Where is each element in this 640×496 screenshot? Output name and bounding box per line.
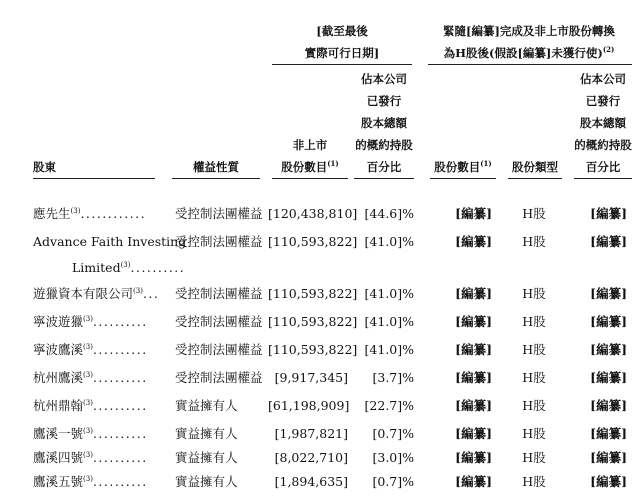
share-type: H股 bbox=[522, 398, 546, 413]
h-shareholding-pct: [編纂] bbox=[590, 342, 627, 357]
h-shares: [編纂] bbox=[455, 206, 492, 221]
h-shares: [編纂] bbox=[455, 474, 492, 489]
unlisted-shares: [110,593,822] bbox=[268, 286, 358, 301]
shareholder-name: 杭州鷹溪$^{(3)}$.......... bbox=[33, 370, 148, 385]
col-pct1-line1: 佔本公司 bbox=[361, 72, 407, 86]
col-pct1-line5: 百分比 bbox=[366, 160, 402, 174]
shareholding-pct: [3.7]% bbox=[372, 370, 414, 385]
group1-title bbox=[268, 20, 416, 64]
shareholding-pct: [44.6]% bbox=[364, 206, 414, 221]
h-shares: [編纂] bbox=[455, 426, 492, 441]
group1-title-line1: [截至最後 bbox=[316, 24, 368, 38]
col-unlisted-header bbox=[270, 134, 350, 178]
shareholding-pct: [0.7]% bbox=[372, 474, 414, 489]
shareholder-name: 遊獵資本有限公司$^{(3)}$... bbox=[33, 286, 160, 301]
table-row bbox=[0, 200, 640, 228]
rule-unlisted bbox=[272, 178, 348, 179]
col-type-header: 股份類型 bbox=[512, 160, 558, 174]
unlisted-shares: [8,022,710] bbox=[274, 450, 348, 465]
h-shares: [編纂] bbox=[455, 342, 492, 357]
shareholding-pct: [41.0]% bbox=[364, 314, 414, 329]
group2-title bbox=[424, 20, 634, 64]
col-pct2-line4: 的概約持股 bbox=[574, 138, 632, 152]
h-shares: [編纂] bbox=[455, 286, 492, 301]
unlisted-shares: [61,198,909] bbox=[268, 398, 350, 413]
table-row bbox=[0, 468, 640, 496]
col-pct2-line1: 佔本公司 bbox=[580, 72, 626, 86]
shareholder-name: 鷹溪四號$^{(3)}$.......... bbox=[33, 450, 148, 465]
share-type: H股 bbox=[522, 206, 546, 221]
h-shareholding-pct: [編纂] bbox=[590, 286, 627, 301]
h-shareholding-pct: [編纂] bbox=[590, 450, 627, 465]
h-shareholding-pct: [編纂] bbox=[590, 234, 627, 249]
table-row bbox=[0, 308, 640, 336]
group2-title-line1: 緊隨[編纂]完成及非上市股份轉換 bbox=[443, 24, 615, 38]
col-pct1-line4: 的概約持股 bbox=[355, 138, 413, 152]
table-row bbox=[0, 336, 640, 364]
unlisted-shares: [110,593,822] bbox=[268, 234, 358, 249]
group1-title-line2: 實際可行日期] bbox=[304, 46, 380, 60]
col-shares2-label: 股份數目 bbox=[434, 160, 481, 174]
interest-nature: 實益擁有人 bbox=[175, 474, 238, 489]
interest-nature: 受控制法團權益 bbox=[175, 206, 263, 221]
unlisted-shares: [110,593,822] bbox=[268, 314, 358, 329]
shareholding-pct: [41.0]% bbox=[364, 342, 414, 357]
shareholder-name-cont: Limited$^{(3)}$.......... bbox=[72, 260, 186, 275]
shareholder-name: Advance Faith Investing bbox=[33, 234, 187, 249]
unlisted-shares: [1,894,635] bbox=[274, 474, 348, 489]
shareholder-name: 鷹溪一號$^{(3)}$.......... bbox=[33, 426, 148, 441]
h-shareholding-pct: [編纂] bbox=[590, 426, 627, 441]
shareholder-name: 應先生$^{(3)}$............ bbox=[33, 206, 147, 221]
col-shares2-sup: (1) bbox=[480, 159, 492, 169]
h-shareholding-pct: [編纂] bbox=[590, 314, 627, 329]
h-shares: [編纂] bbox=[455, 234, 492, 249]
rule-shares2 bbox=[430, 178, 496, 179]
col-pct2-line3: 股本總額 bbox=[580, 116, 626, 130]
share-type: H股 bbox=[522, 370, 546, 385]
col-shareholder-header: 股東 bbox=[33, 160, 56, 174]
unlisted-shares: [9,917,345] bbox=[274, 370, 348, 385]
interest-nature: 實益擁有人 bbox=[175, 450, 238, 465]
col-shares2-header bbox=[430, 156, 496, 178]
col-unlisted-line1: 非上市 bbox=[292, 138, 328, 152]
col-pct2-line2: 已發行 bbox=[585, 94, 621, 108]
share-type: H股 bbox=[522, 450, 546, 465]
col-pct2-line5: 百分比 bbox=[585, 160, 621, 174]
h-shares: [編纂] bbox=[455, 314, 492, 329]
h-shares: [編纂] bbox=[455, 398, 492, 413]
rule-type bbox=[508, 178, 562, 179]
shareholder-name: 杭州鼎翰$^{(3)}$.......... bbox=[33, 398, 148, 413]
rule-nature bbox=[172, 178, 260, 179]
h-shares: [編纂] bbox=[455, 370, 492, 385]
unlisted-shares: [110,593,822] bbox=[268, 342, 358, 357]
share-type: H股 bbox=[522, 314, 546, 329]
rule-shareholder bbox=[33, 178, 155, 179]
col-nature-header: 權益性質 bbox=[193, 160, 239, 174]
share-type: H股 bbox=[522, 286, 546, 301]
interest-nature: 受控制法團權益 bbox=[175, 370, 263, 385]
group2-title-sup: (2) bbox=[602, 45, 615, 55]
table-row bbox=[0, 228, 640, 280]
interest-nature: 受控制法團權益 bbox=[175, 286, 263, 301]
unlisted-shares: [1,987,821] bbox=[274, 426, 348, 441]
col-pct1-header bbox=[350, 68, 418, 178]
h-shareholding-pct: [編纂] bbox=[590, 206, 627, 221]
group2-title-line2: 為H股後(假設[編纂]未獲行使) bbox=[443, 46, 603, 60]
table-row bbox=[0, 392, 640, 420]
shareholder-name: 寧波鷹溪$^{(3)}$.......... bbox=[33, 342, 148, 357]
table-row bbox=[0, 280, 640, 308]
interest-nature: 實益擁有人 bbox=[175, 426, 238, 441]
shareholding-pct: [0.7]% bbox=[372, 426, 414, 441]
rule-pct1 bbox=[354, 178, 414, 179]
col-unlisted-sup: (1) bbox=[327, 159, 339, 169]
interest-nature: 受控制法團權益 bbox=[175, 234, 263, 249]
h-shareholding-pct: [編纂] bbox=[590, 398, 627, 413]
col-unlisted-line2: 股份數目 bbox=[281, 160, 328, 174]
share-type: H股 bbox=[522, 342, 546, 357]
group2-rule bbox=[428, 64, 632, 65]
unlisted-shares: [120,438,810] bbox=[268, 206, 358, 221]
col-pct1-line2: 已發行 bbox=[366, 94, 402, 108]
interest-nature: 實益擁有人 bbox=[175, 398, 238, 413]
shareholder-name: 鷹溪五號$^{(3)}$.......... bbox=[33, 474, 148, 489]
shareholding-pct: [22.7]% bbox=[364, 398, 414, 413]
table-row bbox=[0, 364, 640, 392]
h-shareholding-pct: [編纂] bbox=[590, 370, 627, 385]
col-pct2-header bbox=[570, 68, 636, 178]
interest-nature: 受控制法團權益 bbox=[175, 314, 263, 329]
share-type: H股 bbox=[522, 426, 546, 441]
shareholding-pct: [41.0]% bbox=[364, 234, 414, 249]
rule-pct2 bbox=[574, 178, 632, 179]
group1-rule bbox=[272, 64, 412, 65]
shareholder-name: 寧波遊獵$^{(3)}$.......... bbox=[33, 314, 148, 329]
share-type: H股 bbox=[522, 474, 546, 489]
col-pct1-line3: 股本總額 bbox=[361, 116, 407, 130]
interest-nature: 受控制法團權益 bbox=[175, 342, 263, 357]
h-shareholding-pct: [編纂] bbox=[590, 474, 627, 489]
h-shares: [編纂] bbox=[455, 450, 492, 465]
shareholding-pct: [41.0]% bbox=[364, 286, 414, 301]
shareholding-pct: [3.0]% bbox=[372, 450, 414, 465]
share-type: H股 bbox=[522, 234, 546, 249]
